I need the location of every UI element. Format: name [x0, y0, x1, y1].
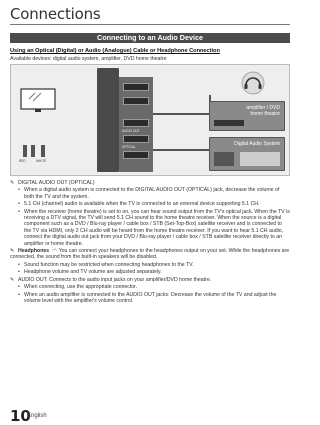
note-headphones: ✎ Headphones ◠ You can connect your headphones to the headphones output on your set. While the headphones are connected, the sound from the built-in speakers will be disabled. [10, 248, 290, 261]
page-language: English [27, 413, 47, 419]
port [123, 119, 149, 127]
note-audio-out: ✎ AUDIO OUT: Connects to the audio input jacks on your amplifier/DVD home theatre. [10, 276, 212, 283]
page-title: Connections [10, 5, 101, 23]
port [123, 97, 149, 105]
cable-caption-red: RED [19, 159, 26, 163]
amplifier-device [209, 101, 285, 131]
available-devices: Available devices: digital audio system, amplifier, DVD home theatre [10, 56, 167, 62]
note-icon: ✎ [10, 180, 15, 186]
list-item: • Sound function may be restricted when connecting headphones to the TV. [10, 262, 290, 268]
connection-diagram [10, 64, 290, 176]
digital-audio-device [209, 137, 285, 171]
device-port [214, 152, 234, 166]
note-icon: ✎ [10, 248, 15, 255]
port [123, 135, 149, 143]
port [123, 151, 149, 159]
notes [10, 180, 290, 305]
digital-audio-label: Digital Audio System [234, 141, 280, 147]
headphones-icon [239, 71, 267, 100]
port-plate [119, 77, 153, 172]
audio-cable-icon [19, 143, 53, 170]
list-item: • When connecting, use the appropriate connector. [10, 284, 290, 290]
list-item: • Headphone volume and TV volume are adjusted separately. [10, 269, 290, 275]
section-bar: Connecting to an Audio Device [10, 33, 290, 43]
sub-heading: Using an Optical (Digital) or Audio (Analogue) Cable or Headphone Connection [10, 48, 220, 54]
port-label-optical: OPTICAL [122, 145, 136, 149]
amplifier-label: amplifier / DVD home theatre [246, 105, 280, 117]
headphones-icon: ◠ [52, 248, 57, 255]
note-icon: ✎ [10, 276, 15, 283]
cable-caption-white: WHITE [36, 159, 47, 163]
note-optical-heading: ✎ DIGITAL AUDIO OUT (OPTICAL) [10, 180, 95, 186]
device-port [240, 152, 280, 166]
list-item: • 5.1 CH (channel) audio is available when the TV is connected to an external device supporting 5.1 CH. [10, 201, 290, 207]
optical-cable-icon [214, 120, 244, 126]
list-item: • When an audio amplifier is connected to the AUDIO OUT jacks: Decrease the volume of the TV and adjust the volume level with the amplifier's volume control. [10, 292, 290, 305]
cable-line [153, 113, 209, 115]
page-number: 10 [10, 407, 31, 425]
list-item: • When the receiver (home theatre) is set to on, you can hear sound output from the TV's optical jack. When the TV is receiving a DTV signal, the TV will send 5.1 CH sound to the home theatre receiver. When the source is a digital component such as a DVD / Blu-ray player / cable box / STB (Set-Top-Box) satellite receiver and is connected to the TV via HDMI, only 2 CH audio will be heard from the home theatre receiver. If you want to hear 5.1 CH audio, connect the digital audio out jack from your DVD / Blu-ray player / cable box / STB satellite receiver directly to an amplifier or home theatre. [10, 209, 290, 247]
cable-line [153, 149, 209, 151]
tv-icon [19, 87, 59, 120]
tv-rear-panel [97, 68, 119, 172]
port-label-audio-out: AUDIO OUT [122, 129, 140, 133]
list-item: • When a digital audio system is connected to the DIGITAL AUDIO OUT (OPTICAL) jack, decrease the volume of both the TV and the system. [10, 187, 290, 200]
port [123, 83, 149, 91]
title-rule [10, 24, 290, 25]
